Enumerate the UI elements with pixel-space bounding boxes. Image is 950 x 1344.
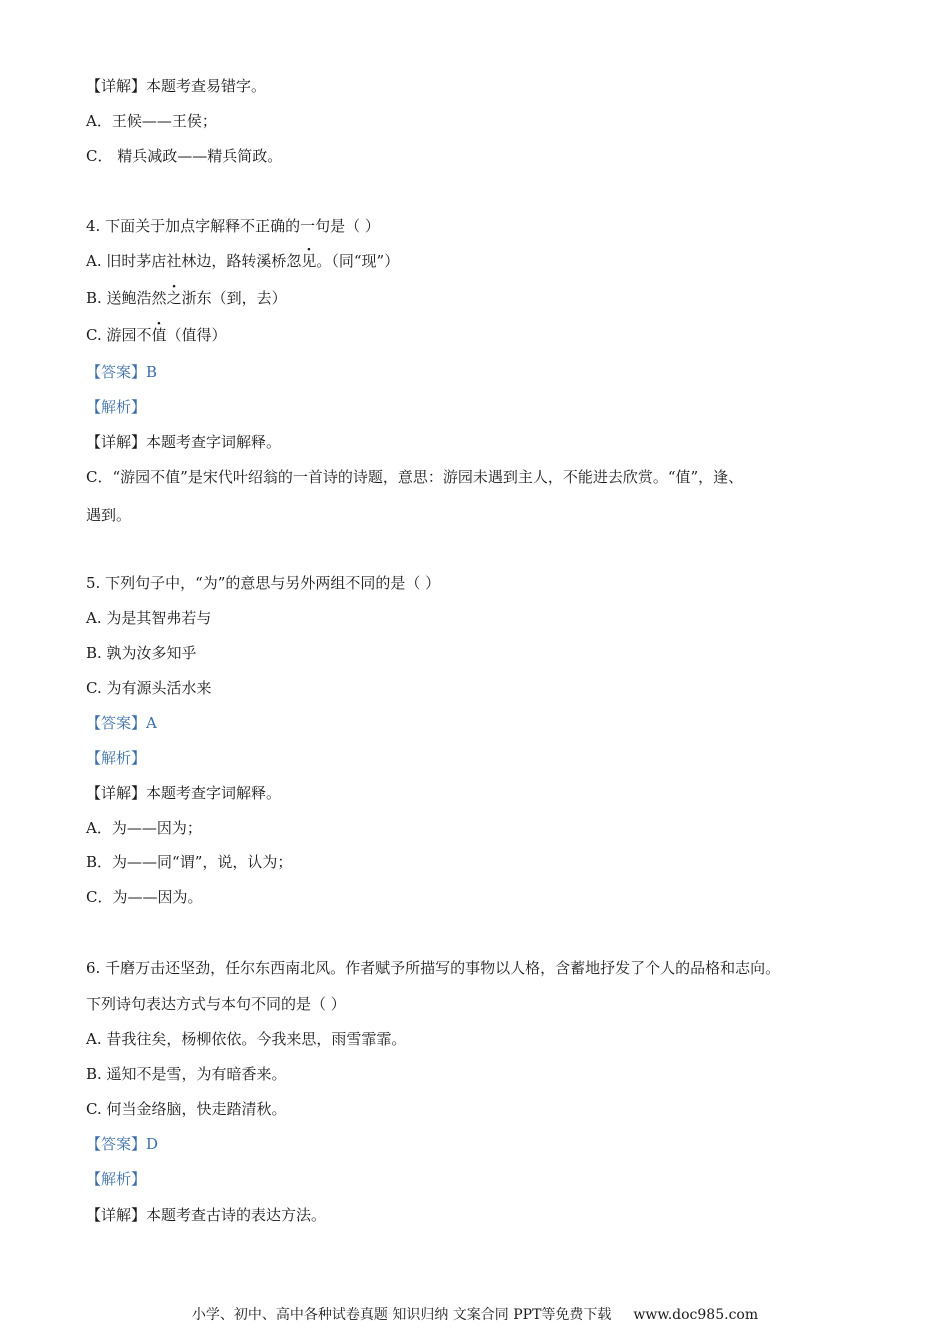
- option-text: A. 旧时茅店社林边，路转溪桥忽: [86, 252, 302, 270]
- answer-label: 【答案】D: [86, 1135, 159, 1153]
- answer-label: 【答案】B: [86, 363, 158, 381]
- question-6-option-a: A. 昔我往矣，杨柳依依。今我来思，雨雪霏霏。: [86, 1030, 407, 1048]
- question-4-option-b: [86, 288, 287, 308]
- analysis-label: 【解析】: [86, 1170, 147, 1188]
- footer-url[interactable]: www.doc985.com: [633, 1307, 759, 1323]
- detail-option-a: A．王候——王侯；: [86, 112, 217, 130]
- question-6-stem-cont: 下列诗句表达方式与本句不同的是（ ）: [86, 995, 346, 1013]
- page-footer: [0, 1305, 950, 1325]
- detail-option-c-cont: 遇到。: [86, 506, 132, 524]
- question-5-stem: 5. 下列句子中，“为”的意思与另外两组不同的是（ ）: [86, 574, 441, 592]
- detail-line: 【详解】本题考查古诗的表达方法。: [86, 1206, 327, 1224]
- footer-text: 小学、初中、高中各种试卷真题 知识归纳 文案合同 PPT等免费下载: [191, 1307, 612, 1323]
- analysis-label: 【解析】: [86, 749, 147, 767]
- option-text: C. 游园不: [86, 326, 152, 344]
- detail-line: 【详解】本题考查字词解释。: [86, 433, 282, 451]
- analysis-label: 【解析】: [86, 398, 147, 416]
- detail-option-c: C．“游园不值”是宋代叶绍翁的一首诗的诗题，意思：游园未遇到主人，不能进去欣赏。“值”，逢、: [86, 468, 744, 486]
- question-5-option-c: C. 为有源头活水来: [86, 679, 212, 697]
- detail-line: 【详解】本题考查易错字。: [86, 77, 267, 95]
- question-6-stem: 6. 千磨万击还坚劲，任尔东西南北风。作者赋予所描写的事物以人格，含蓄地抒发了个人的品格和志向。: [86, 959, 781, 977]
- detail-option-c: C．为——因为。: [86, 888, 203, 906]
- detail-option-b: B．为——同“谓”，说，认为；: [86, 853, 293, 871]
- emphasis-dot-char: 之: [166, 289, 182, 307]
- emphasis-dot-char: 见: [301, 252, 317, 270]
- question-4-stem: 4. 下面关于加点字解释不正确的一句是（ ）: [86, 217, 380, 235]
- detail-option-c: C． 精兵减政——精兵简政。: [86, 147, 283, 165]
- question-4-option-c: [86, 325, 227, 345]
- answer-label: 【答案】A: [86, 714, 157, 732]
- detail-line: 【详解】本题考查字词解释。: [86, 784, 282, 802]
- emphasis-dot-char: 值: [151, 326, 167, 344]
- option-text: B. 送鲍浩然: [86, 289, 167, 307]
- option-text: 浙东（到，去）: [181, 289, 287, 307]
- option-text: （值得）: [166, 326, 227, 344]
- question-5-option-b: B. 孰为汝多知乎: [86, 644, 197, 662]
- question-5-option-a: A. 为是其智弗若与: [86, 609, 212, 627]
- detail-option-a: A．为——因为；: [86, 819, 202, 837]
- question-6-option-c: C. 何当金络脑，快走踏清秋。: [86, 1100, 287, 1118]
- question-6-option-b: B. 遥知不是雪，为有暗香来。: [86, 1065, 287, 1083]
- question-4-option-a: [86, 251, 399, 271]
- option-text: 。（同“现”）: [316, 252, 400, 270]
